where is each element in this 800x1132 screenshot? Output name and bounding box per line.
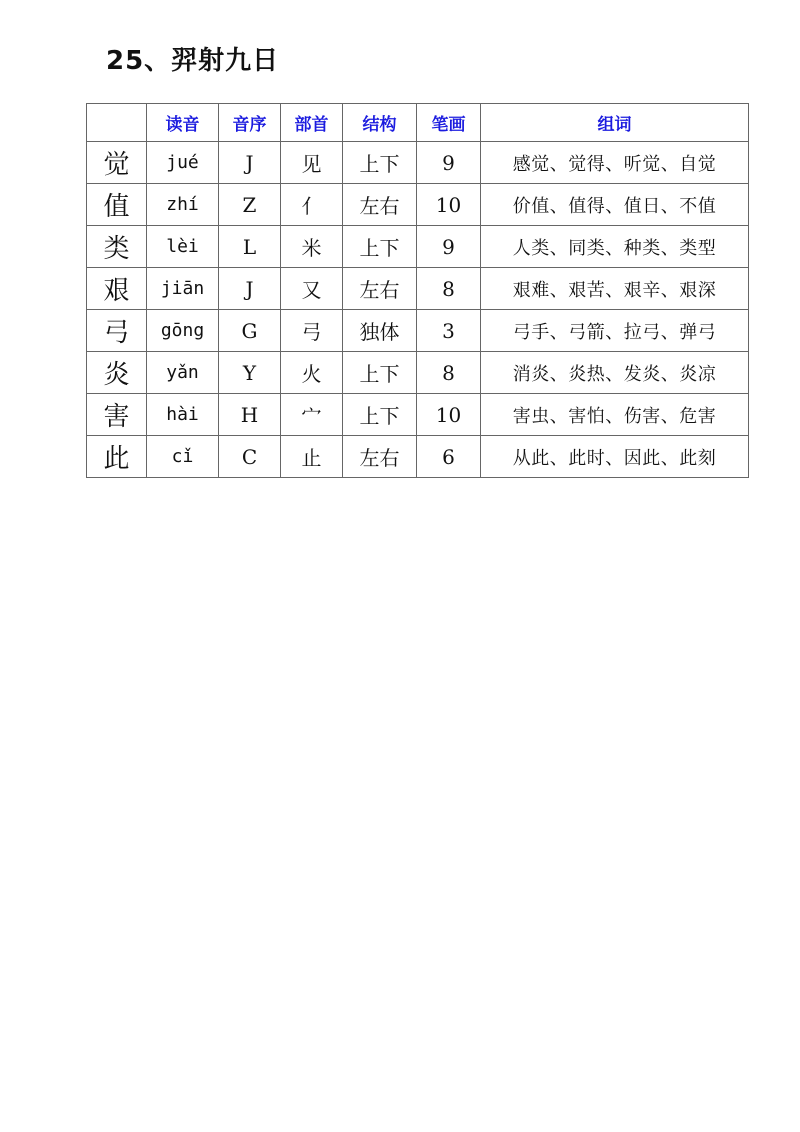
words-cell: 人类、同类、种类、类型 bbox=[481, 226, 749, 268]
strokes-cell: 9 bbox=[417, 142, 481, 184]
header-initial: 音序 bbox=[219, 104, 281, 142]
words-cell: 感觉、觉得、听觉、自觉 bbox=[481, 142, 749, 184]
strokes-cell: 9 bbox=[417, 226, 481, 268]
words-cell: 从此、此时、因此、此刻 bbox=[481, 436, 749, 478]
initial-cell: L bbox=[219, 226, 281, 268]
initial-cell: J bbox=[219, 142, 281, 184]
words-cell: 艰难、艰苦、艰辛、艰深 bbox=[481, 268, 749, 310]
words-cell: 价值、值得、值日、不值 bbox=[481, 184, 749, 226]
words-cell: 消炎、炎热、发炎、炎凉 bbox=[481, 352, 749, 394]
initial-cell: C bbox=[219, 436, 281, 478]
header-strokes: 笔画 bbox=[417, 104, 481, 142]
initial-cell: Z bbox=[219, 184, 281, 226]
table-row bbox=[87, 142, 749, 184]
pinyin-cell: gōng bbox=[147, 310, 219, 352]
initial-cell: J bbox=[219, 268, 281, 310]
structure-cell: 上下 bbox=[343, 226, 417, 268]
radical-cell: 弓 bbox=[281, 310, 343, 352]
structure-cell: 左右 bbox=[343, 268, 417, 310]
radical-cell: 见 bbox=[281, 142, 343, 184]
table-row bbox=[87, 352, 749, 394]
pinyin-cell: zhí bbox=[147, 184, 219, 226]
initial-cell: Y bbox=[219, 352, 281, 394]
structure-cell: 上下 bbox=[343, 142, 417, 184]
header-pinyin: 读音 bbox=[147, 104, 219, 142]
table-row bbox=[87, 394, 749, 436]
table-header-row bbox=[87, 104, 749, 142]
structure-cell: 上下 bbox=[343, 352, 417, 394]
table-row bbox=[87, 184, 749, 226]
character-cell: 觉 bbox=[87, 142, 147, 184]
character-cell: 艰 bbox=[87, 268, 147, 310]
words-cell: 害虫、害怕、伤害、危害 bbox=[481, 394, 749, 436]
strokes-cell: 10 bbox=[417, 394, 481, 436]
table-row bbox=[87, 268, 749, 310]
pinyin-cell: cǐ bbox=[147, 436, 219, 478]
pinyin-cell: lèi bbox=[147, 226, 219, 268]
radical-cell: 米 bbox=[281, 226, 343, 268]
structure-cell: 上下 bbox=[343, 394, 417, 436]
character-table bbox=[86, 103, 749, 478]
header-structure: 结构 bbox=[343, 104, 417, 142]
pinyin-cell: yǎn bbox=[147, 352, 219, 394]
header-radical: 部首 bbox=[281, 104, 343, 142]
words-cell: 弓手、弓箭、拉弓、弹弓 bbox=[481, 310, 749, 352]
table-row bbox=[87, 310, 749, 352]
strokes-cell: 10 bbox=[417, 184, 481, 226]
structure-cell: 独体 bbox=[343, 310, 417, 352]
pinyin-cell: jiān bbox=[147, 268, 219, 310]
table-row bbox=[87, 436, 749, 478]
strokes-cell: 8 bbox=[417, 268, 481, 310]
radical-cell: 宀 bbox=[281, 394, 343, 436]
radical-cell: 止 bbox=[281, 436, 343, 478]
character-cell: 此 bbox=[87, 436, 147, 478]
structure-cell: 左右 bbox=[343, 184, 417, 226]
lesson-title: 25、羿射九日 bbox=[106, 46, 280, 76]
table-row bbox=[87, 226, 749, 268]
pinyin-cell: hài bbox=[147, 394, 219, 436]
character-cell: 炎 bbox=[87, 352, 147, 394]
character-cell: 害 bbox=[87, 394, 147, 436]
initial-cell: G bbox=[219, 310, 281, 352]
radical-cell: 火 bbox=[281, 352, 343, 394]
strokes-cell: 6 bbox=[417, 436, 481, 478]
radical-cell: 亻 bbox=[281, 184, 343, 226]
character-cell: 值 bbox=[87, 184, 147, 226]
initial-cell: H bbox=[219, 394, 281, 436]
strokes-cell: 8 bbox=[417, 352, 481, 394]
header-blank bbox=[87, 104, 147, 142]
radical-cell: 又 bbox=[281, 268, 343, 310]
strokes-cell: 3 bbox=[417, 310, 481, 352]
pinyin-cell: jué bbox=[147, 142, 219, 184]
character-cell: 类 bbox=[87, 226, 147, 268]
header-words: 组词 bbox=[481, 104, 749, 142]
character-cell: 弓 bbox=[87, 310, 147, 352]
structure-cell: 左右 bbox=[343, 436, 417, 478]
